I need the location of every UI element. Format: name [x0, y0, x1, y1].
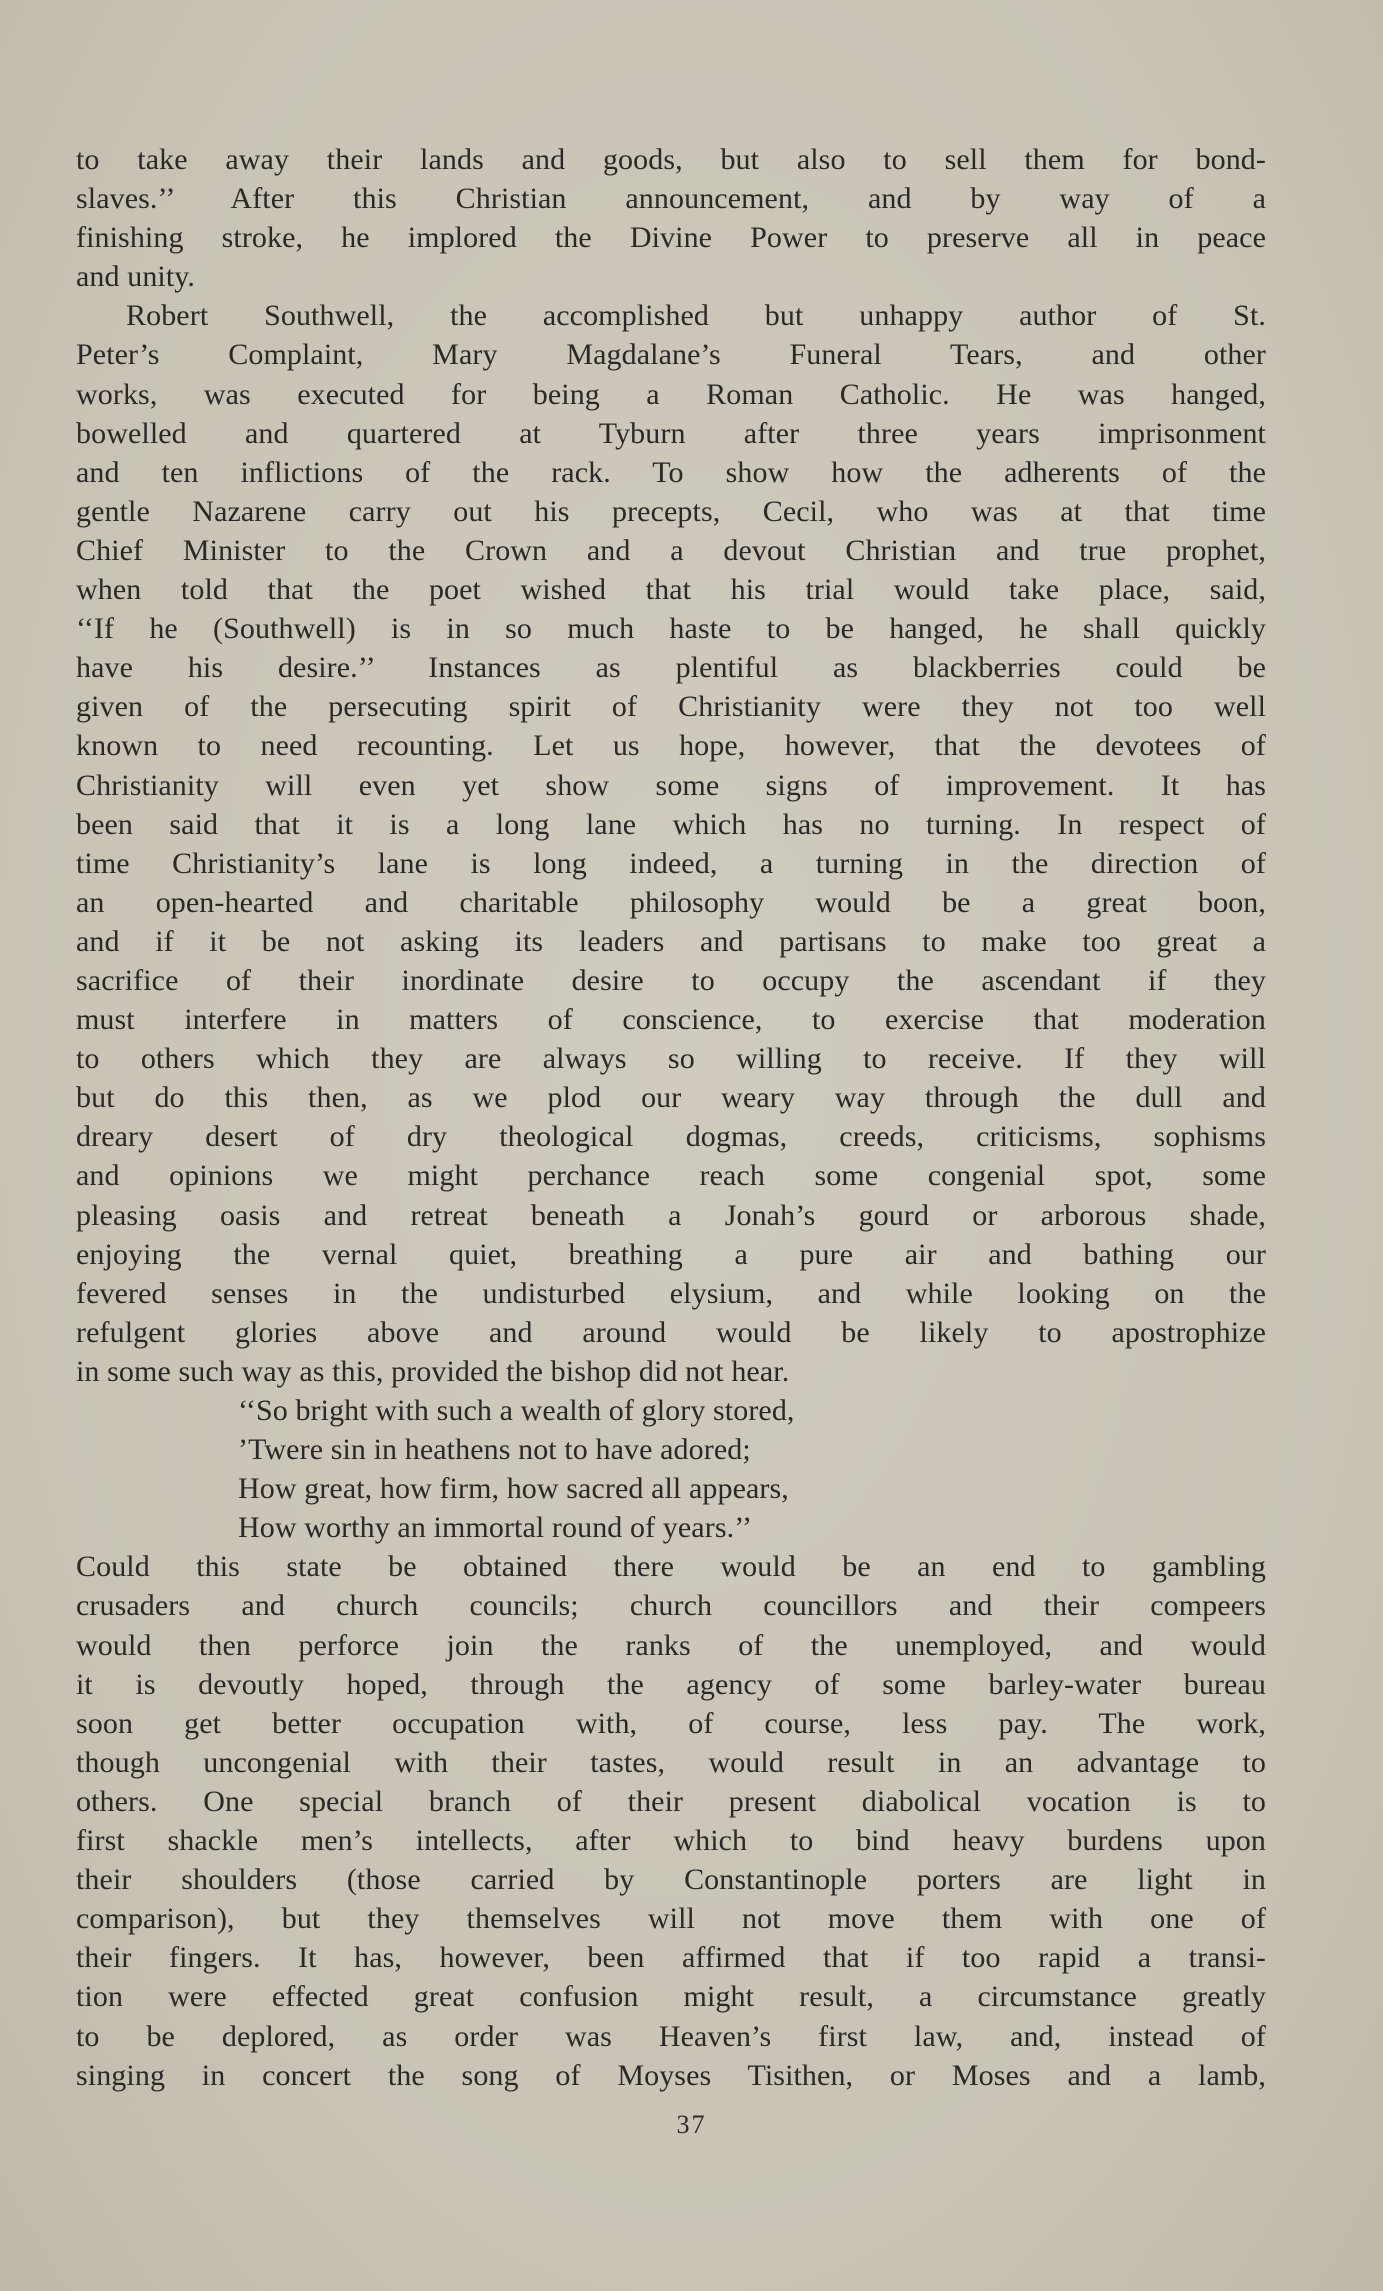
- text-line: slaves.’’ After this Christian announcement, and by way of a: [76, 182, 1266, 216]
- text-line: bowelled and quartered at Tyburn after three years imprisonment: [76, 416, 1266, 450]
- text-line: gentle Nazarene carry out his precepts, Cecil, who was at that time: [76, 494, 1266, 528]
- text-line: Chief Minister to the Crown and a devout Christian and true prophet,: [76, 533, 1266, 567]
- text-line: others. One special branch of their present diabolical vocation is to: [76, 1784, 1266, 1818]
- text-line: would then perforce join the ranks of the unemployed, and would: [76, 1628, 1266, 1662]
- verse-line: How great, how firm, how sacred all appears,: [238, 1472, 789, 1506]
- text-line: works, was executed for being a Roman Catholic. He was hanged,: [76, 377, 1266, 411]
- text-line: ‘‘If he (Southwell) is in so much haste to be hanged, he shall quickly: [76, 612, 1266, 646]
- text-line: fevered senses in the undisturbed elysium, and while looking on the: [76, 1276, 1266, 1310]
- text-line: singing in concert the song of Moyses Tisithen, or Moses and a lamb,: [76, 2058, 1266, 2092]
- text-line: known to need recounting. Let us hope, however, that the devotees of: [76, 729, 1266, 763]
- text-line: Could this state be obtained there would be an end to gambling: [76, 1550, 1266, 1584]
- text-line: to others which they are always so willing to receive. If they will: [76, 1042, 1266, 1076]
- text-line: refulgent glories above and around would be likely to apostrophize: [76, 1315, 1266, 1349]
- text-line: their fingers. It has, however, been affirmed that if too rapid a transi-: [76, 1941, 1266, 1975]
- body-text: [76, 140, 1266, 2095]
- page-number: 37: [676, 2110, 707, 2139]
- text-line: must interfere in matters of conscience, to exercise that moderation: [76, 1003, 1266, 1037]
- text-line: Christianity will even yet show some signs of improvement. It has: [76, 768, 1266, 802]
- text-line: time Christianity’s lane is long indeed, a turning in the direction of: [76, 846, 1266, 880]
- text-line: dreary desert of dry theological dogmas, creeds, criticisms, sophisms: [76, 1120, 1266, 1154]
- text-line: Robert Southwell, the accomplished but unhappy author of St.: [126, 299, 1266, 333]
- verse-line: How worthy an immortal round of years.’’: [238, 1511, 753, 1545]
- text-line: have his desire.’’ Instances as plentiful as blackberries could be: [76, 651, 1266, 685]
- text-line: comparison), but they themselves will not move them with one of: [76, 1902, 1266, 1936]
- text-line: and opinions we might perchance reach some congenial spot, some: [76, 1159, 1266, 1193]
- text-line: soon get better occupation with, of course, less pay. The work,: [76, 1706, 1266, 1740]
- text-line: sacrifice of their inordinate desire to occupy the ascendant if they: [76, 963, 1266, 997]
- text-line: though uncongenial with their tastes, would result in an advantage to: [76, 1745, 1266, 1779]
- text-line: and unity.: [76, 260, 196, 294]
- text-line: been said that it is a long lane which has no turning. In respect of: [76, 807, 1266, 841]
- text-line: to be deplored, as order was Heaven’s first law, and, instead of: [76, 2019, 1266, 2053]
- text-line: given of the persecuting spirit of Christianity were they not too well: [76, 690, 1266, 724]
- text-line: finishing stroke, he implored the Divine Power to preserve all in peace: [76, 221, 1266, 255]
- text-line: when told that the poet wished that his trial would take place, said,: [76, 573, 1266, 607]
- text-line: Peter’s Complaint, Mary Magdalane’s Funeral Tears, and other: [76, 338, 1266, 372]
- text-line: and if it be not asking its leaders and partisans to make too great a: [76, 924, 1266, 958]
- text-line: tion were effected great confusion might result, a circumstance greatly: [76, 1980, 1266, 2014]
- text-line: their shoulders (those carried by Constantinople porters are light in: [76, 1863, 1266, 1897]
- verse-line: ‘‘So bright with such a wealth of glory stored,: [238, 1394, 795, 1427]
- text-line: enjoying the vernal quiet, breathing a pure air and bathing our: [76, 1237, 1266, 1271]
- text-line: crusaders and church councils; church councillors and their compeers: [76, 1589, 1266, 1623]
- text-line: an open-hearted and charitable philosophy would be a great boon,: [76, 885, 1266, 919]
- verse-line: ’Twere sin in heathens not to have adored;: [238, 1433, 751, 1467]
- text-line: to take away their lands and goods, but also to sell them for bond-: [76, 143, 1266, 176]
- text-line: it is devoutly hoped, through the agency of some barley-water bureau: [76, 1667, 1266, 1701]
- text-line: first shackle men’s intellects, after which to bind heavy burdens upon: [76, 1824, 1266, 1858]
- text-line: but do this then, as we plod our weary way through the dull and: [76, 1081, 1266, 1115]
- text-line: pleasing oasis and retreat beneath a Jonah’s gourd or arborous shade,: [76, 1198, 1266, 1232]
- text-line: and ten inflictions of the rack. To show how the adherents of the: [76, 455, 1266, 489]
- text-line: in some such way as this, provided the bishop did not hear.: [76, 1354, 790, 1388]
